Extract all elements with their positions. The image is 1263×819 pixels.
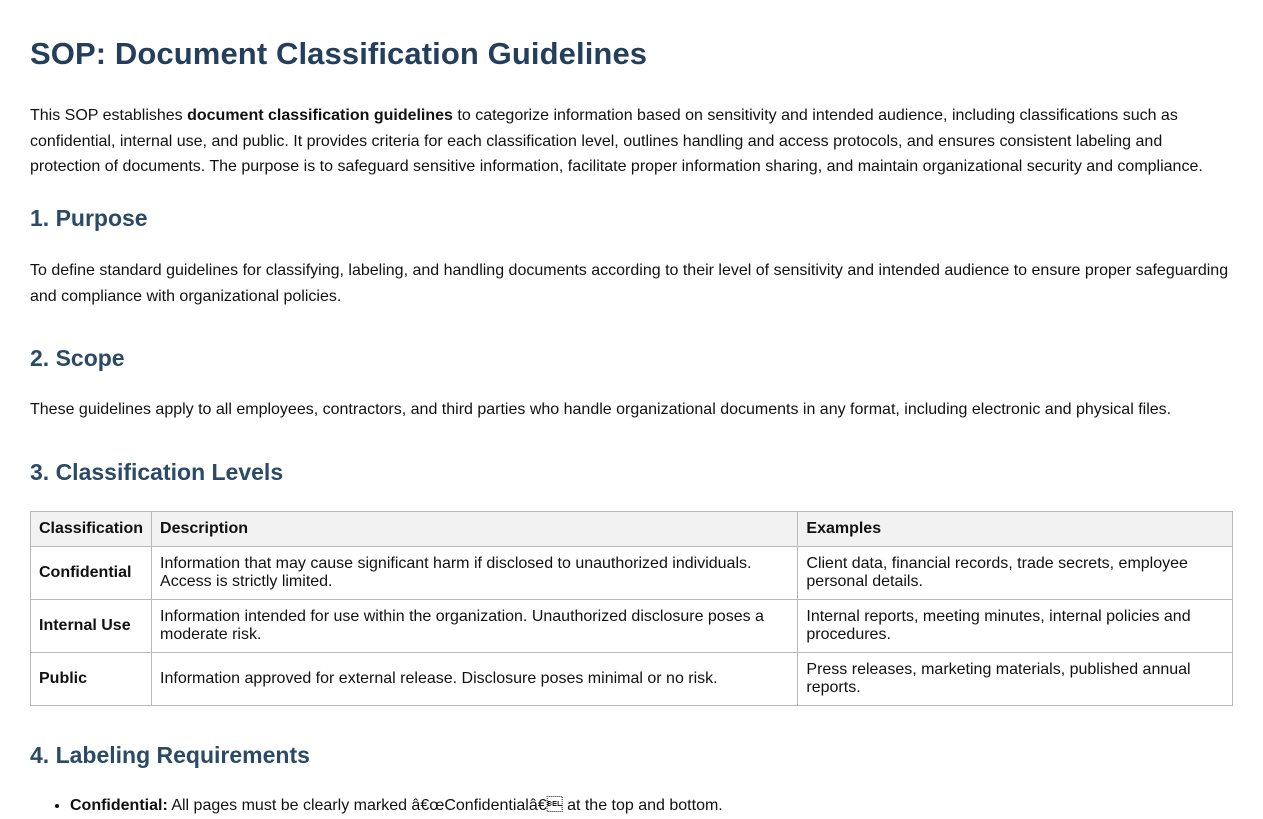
table-row	[31, 547, 1233, 600]
list-item-label: Confidential:	[70, 797, 168, 814]
labeling-list	[30, 796, 723, 816]
cell-description: Information intended for use within the organization. Unauthorized disclosure poses a moderate risk.	[152, 600, 798, 653]
list-item	[70, 796, 723, 816]
cell-classification: Internal Use	[31, 600, 152, 653]
scope-heading: 2. Scope	[30, 345, 125, 371]
classification-levels-heading: 3. Classification Levels	[30, 459, 284, 485]
labeling-requirements-heading: 4. Labeling Requirements	[30, 742, 310, 768]
purpose-heading: 1. Purpose	[30, 205, 148, 231]
table-row	[31, 653, 1233, 706]
table-row	[31, 600, 1233, 653]
intro-text-before: This SOP establishes	[30, 107, 188, 124]
intro-text-after: to categorize information based on sensitivity and intended audience, including classifications such as confidential, internal use, and public. It provides criteria for each classification level, outlines handling and access protocols, and ensures consistent labeling and protection of documents. The purpose is to safeguard sensitive information, facilitate proper information sharing, and maintain organizational security and compliance.	[30, 107, 1203, 175]
page-title: SOP: Document Classification Guidelines	[30, 36, 648, 71]
intro-paragraph	[30, 103, 1235, 180]
cell-classification: Confidential	[31, 547, 152, 600]
intro-text-bold: document classification guidelines	[187, 107, 453, 124]
cell-classification: Public	[31, 653, 152, 706]
table-header-row	[31, 512, 1233, 547]
purpose-text: To define standard guidelines for classifying, labeling, and handling documents according to their level of sensitivity and intended audience to ensure proper safeguarding and compliance with organizational policies.	[30, 262, 1229, 305]
column-header-classification: Classification	[31, 512, 152, 547]
column-header-examples: Examples	[798, 512, 1233, 547]
cell-examples: Client data, financial records, trade secrets, employee personal details.	[798, 547, 1233, 600]
cell-examples: Internal reports, meeting minutes, internal policies and procedures.	[798, 600, 1233, 653]
scope-text: These guidelines apply to all employees, contractors, and third parties who handle organizational documents in any format, including electronic and physical files.	[30, 401, 1172, 418]
classification-table	[30, 511, 1233, 706]
cell-description: Information that may cause significant harm if disclosed to unauthorized individuals. Access is strictly limited.	[152, 547, 798, 600]
cell-description: Information approved for external release. Disclosure poses minimal or no risk.	[152, 653, 798, 706]
cell-examples: Press releases, marketing materials, published annual reports.	[798, 653, 1233, 706]
list-item-text: All pages must be clearly marked â€œConfidentialâ€ at the top and bottom.	[167, 797, 723, 814]
column-header-description: Description	[152, 512, 798, 547]
